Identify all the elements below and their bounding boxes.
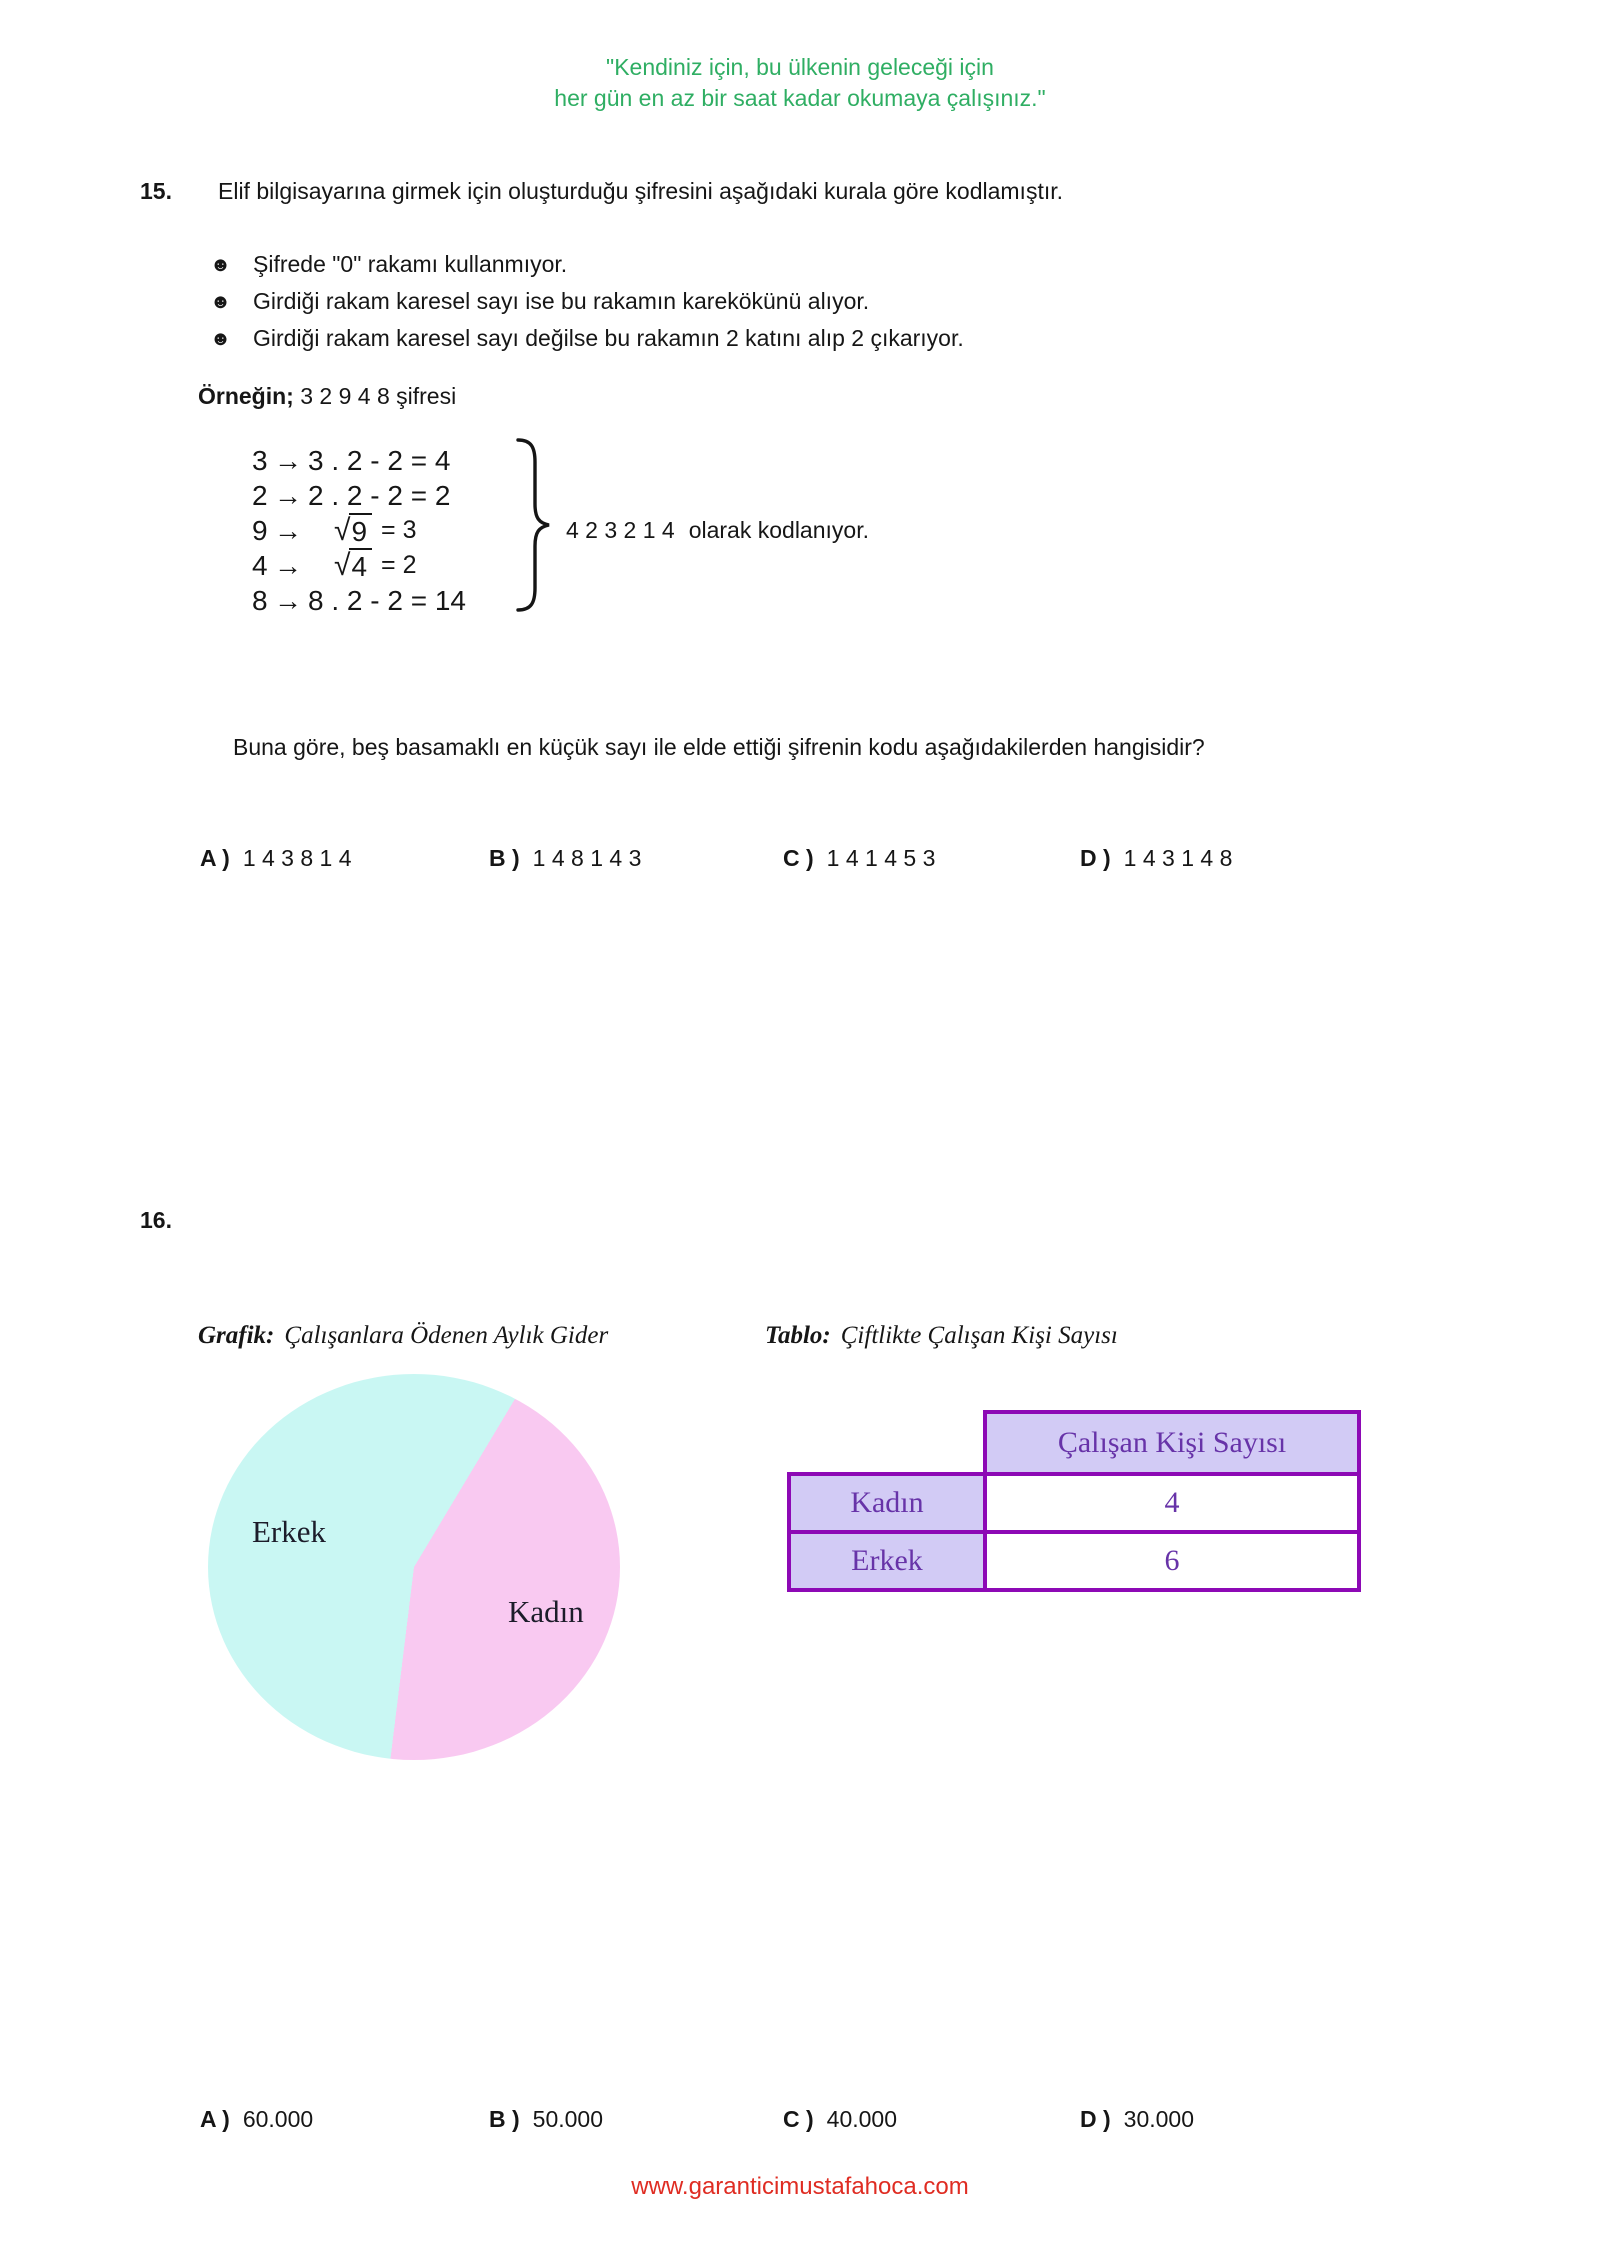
question-15-stem: Elif bilgisayarına girmek için oluşturduğu şifresini aşağıdaki kurala göre kodlamıştır.: [218, 178, 1064, 204]
sqrt-radicand: 9: [349, 513, 372, 548]
option-value: 1 4 3 8 1 4: [242, 845, 352, 871]
sqrt-radicand: 4: [349, 548, 372, 583]
smiley-bullet-icon: ☻: [210, 253, 232, 276]
pie-slice-label-erkek: Erkek: [252, 1514, 327, 1549]
sqrt-radical-icon: √: [334, 513, 351, 547]
pie-slice-label-kadin: Kadın: [508, 1594, 584, 1629]
table-row-label: Kadın: [787, 1472, 987, 1534]
curly-brace-icon: [512, 437, 554, 613]
table-row-value: 4: [983, 1472, 1361, 1534]
header-quote-line1: "Kendiniz için, bu ülkenin geleceği için: [606, 54, 994, 80]
option-value: 30.000: [1123, 2106, 1195, 2132]
example-label: Örneğin;: [198, 383, 294, 409]
step-expression: 3 . 2 - 2 = 4: [308, 444, 451, 476]
arrow-icon: →: [274, 479, 302, 511]
rule-bullet-item: [210, 246, 964, 283]
sqrt-result: = 3: [381, 516, 417, 544]
example-value: 3 2 9 4 8 şifresi: [300, 383, 457, 409]
answer-option: [1080, 845, 1232, 872]
option-letter: A ): [200, 845, 230, 871]
step-input-digit: 8: [252, 584, 268, 616]
step-input-digit: 4: [252, 549, 268, 581]
rule-bullet-list: [210, 246, 964, 357]
option-letter: C ): [783, 845, 814, 871]
option-letter: C ): [783, 2106, 814, 2132]
chart-caption-text: Çalışanlara Ödenen Aylık Gider: [284, 1322, 609, 1349]
step-input-digit: 9: [252, 514, 268, 546]
chart-caption-label: Grafik:: [198, 1322, 275, 1349]
answer-option: [489, 2106, 603, 2133]
table-body: [787, 1472, 1361, 1592]
step-input-digit: 3: [252, 444, 268, 476]
table-caption-label: Tablo:: [765, 1322, 831, 1349]
option-letter: B ): [489, 2106, 520, 2132]
table-header-cell: Çalışan Kişi Sayısı: [983, 1410, 1361, 1476]
option-value: 1 4 1 4 5 3: [826, 845, 936, 871]
step-expression: 2 . 2 - 2 = 2: [308, 479, 451, 511]
sqrt-result: = 2: [381, 551, 417, 579]
question-16-number: 16.: [140, 1207, 172, 1233]
question-15-options: [200, 845, 1540, 877]
option-value: 1 4 8 1 4 3: [532, 845, 642, 871]
arrow-icon: →: [274, 584, 302, 616]
table-caption-text: Çiftlikte Çalışan Kişi Sayısı: [840, 1322, 1118, 1349]
option-value: 60.000: [242, 2106, 314, 2132]
option-letter: D ): [1080, 2106, 1111, 2132]
coded-result-suffix: olarak kodlanıyor.: [688, 517, 869, 543]
rule-text: Şifrede "0" rakamı kullanmıyor.: [253, 251, 568, 277]
rule-text: Girdiği rakam karesel sayı ise bu rakamın karekökünü alıyor.: [253, 288, 870, 314]
answer-option: [1080, 2106, 1194, 2133]
sqrt-expression: [334, 513, 417, 548]
rule-bullet-item: [210, 283, 964, 320]
sqrt-radical-icon: √: [334, 548, 351, 582]
encoding-step: [252, 478, 466, 513]
option-value: 1 4 3 1 4 8: [1123, 845, 1233, 871]
arrow-icon: →: [274, 444, 302, 476]
question-15-prompt: Buna göre, beş basamaklı en küçük sayı ile elde ettiği şifrenin kodu aşağıdakilerden hangisidir?: [233, 734, 1205, 760]
step-expression: 8 . 2 - 2 = 14: [308, 584, 466, 616]
answer-option: [200, 845, 352, 872]
footer-website-url: www.garanticimustafahoca.com: [631, 2173, 969, 2200]
encoding-steps: [252, 443, 466, 618]
table-row: [787, 1530, 1361, 1592]
step-input-digit: 2: [252, 479, 268, 511]
table-row: [787, 1472, 1361, 1534]
header-quote: [0, 52, 1600, 114]
option-letter: B ): [489, 845, 520, 871]
table-row-label: Erkek: [787, 1530, 987, 1592]
option-value: 40.000: [826, 2106, 898, 2132]
encoding-step: [252, 548, 466, 583]
arrow-icon: →: [274, 514, 302, 546]
coded-result-value: 4 2 3 2 1 4: [566, 517, 675, 543]
smiley-bullet-icon: ☻: [210, 290, 232, 313]
chart-caption: [198, 1320, 608, 1352]
sqrt-expression: [334, 548, 417, 583]
encoding-step: [252, 443, 466, 478]
table-row-value: 6: [983, 1530, 1361, 1592]
coded-result-line: [566, 515, 869, 545]
answer-option: [783, 2106, 897, 2133]
option-value: 50.000: [532, 2106, 604, 2132]
table-caption: [765, 1320, 1118, 1352]
question-16-options: [200, 2106, 1540, 2138]
pie-chart: [208, 1374, 620, 1760]
answer-option: [489, 845, 641, 872]
option-letter: A ): [200, 2106, 230, 2132]
workers-table: [787, 1410, 1361, 1592]
example-line: [198, 381, 456, 411]
answer-option: [200, 2106, 313, 2133]
rule-text: Girdiği rakam karesel sayı değilse bu rakamın 2 katını alıp 2 çıkarıyor.: [253, 325, 964, 351]
encoding-step: [252, 583, 466, 618]
answer-option: [783, 845, 935, 872]
header-quote-line2: her gün en az bir saat kadar okumaya çalışınız.": [554, 85, 1046, 111]
question-15-number: 15.: [140, 178, 172, 204]
option-letter: D ): [1080, 845, 1111, 871]
encoding-step: [252, 513, 466, 548]
smiley-bullet-icon: ☻: [210, 327, 232, 350]
rule-bullet-item: [210, 320, 964, 357]
arrow-icon: →: [274, 549, 302, 581]
